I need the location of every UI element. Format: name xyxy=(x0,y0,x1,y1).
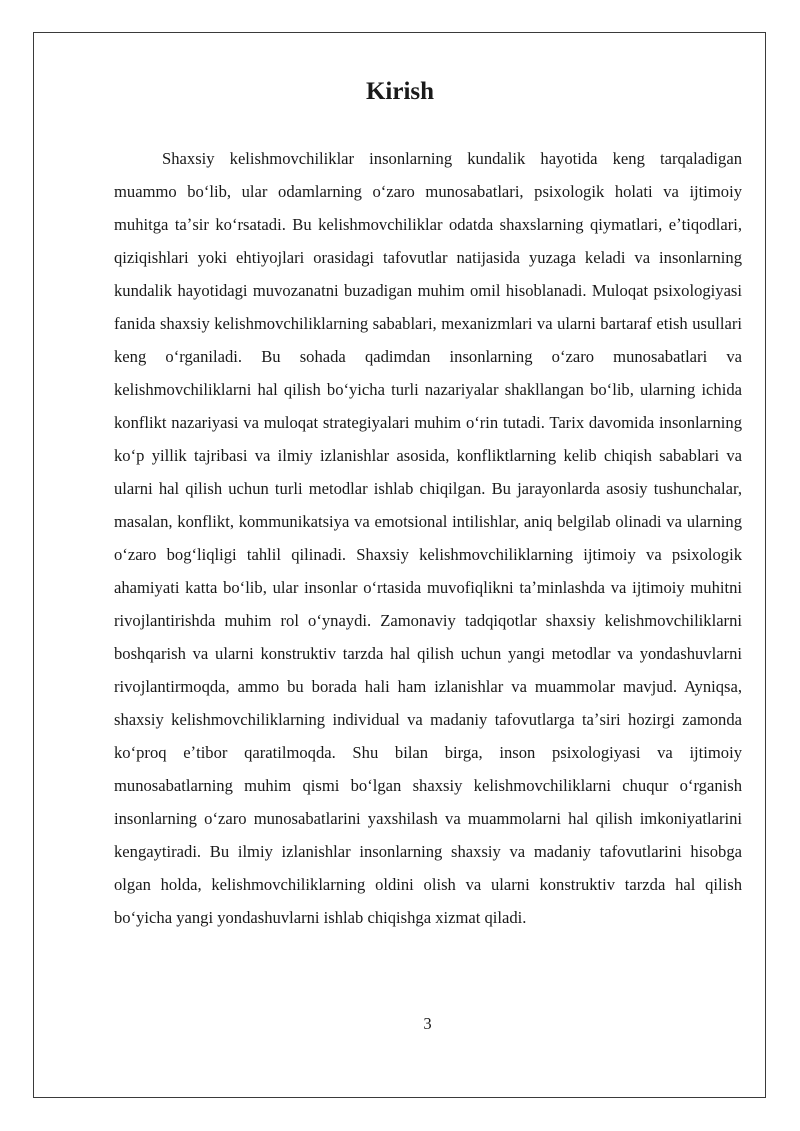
page-number: 3 xyxy=(423,1014,432,1033)
body-paragraph: Shaxsiy kelishmovchiliklar insonlarning kundalik hayotida keng tarqaladigan muammo boʻlib, ular odamlarning oʻzaro munosabatlari, psixologik holati va ijtimoiy muhitga taʼsir koʻrsatadi. Bu kelishmovchiliklar odatda shaxslarning qiymatlari, eʼtiqodlari, qiziqishlari yoki ehtiyojlari orasidagi tafovutlar natijasida yuzaga keladi va insonlarning kundalik hayotidagi muvozanatni buzadigan muhim omil hisoblanadi. Muloqat psixologiyasi fanida shaxsiy kelishmovchiliklarning sabablari, mexanizmlari va ularni bartaraf etish usullari keng oʻrganiladi. Bu sohada qadimdan insonlarning oʻzaro munosabatlari va kelishmovchiliklarni hal qilish boʻyicha turli nazariyalar shakllangan boʻlib, ularning ichida konflikt nazariyasi va muloqat strategiyalari muhim oʻrin tutadi. Tarix davomida insonlarning koʻp yillik tajribasi va ilmiy izlanishlar asosida, konfliktlarning kelib chiqish sabablari va ularni hal qilish uchun turli metodlar ishlab chiqilgan. Bu jarayonlarda asosiy tushunchalar, masalan, konflikt, kommunikatsiya va emotsional intilishlar, aniq belgilab olinadi va ularning oʻzaro bogʻliqligi tahlil qilinadi. Shaxsiy kelishmovchiliklarning ijtimoiy va psixologik ahamiyati katta boʻlib, ular insonlar oʻrtasida muvofiqlikni taʼminlashda va ijtimoiy muhitni rivojlantirishda muhim rol oʻynaydi. Zamonaviy tadqiqotlar shaxsiy kelishmovchiliklarni boshqarish va ularni konstruktiv tarzda hal qilish uchun yangi metodlar va yondashuvlarni rivojlantirmoqda, ammo bu borada hali ham izlanishlar va muammolar mavjud. Ayniqsa, shaxsiy kelishmovchiliklarning individual va madaniy tafovutlarga taʼsiri hozirgi zamonda koʻproq eʼtibor qaratilmoqda. Shu bilan birga, inson psixologiyasi va ijtimoiy munosabatlarning muhim qismi boʻlgan shaxsiy kelishmovchiliklarni chuqur oʻrganish insonlarning oʻzaro munosabatlarini yaxshilash va muammolarni hal qilish imkoniyatlarini kengaytiradi. Bu ilmiy izlanishlar insonlarning shaxsiy va madaniy tafovutlarini hisobga olgan holda, kelishmovchiliklarning oldini olish va ularni konstruktiv tarzda hal qilish boʻyicha yangi yondashuvlarni ishlab chiqishga xizmat qiladi. xyxy=(114,149,742,927)
page-title: Kirish xyxy=(365,78,435,105)
